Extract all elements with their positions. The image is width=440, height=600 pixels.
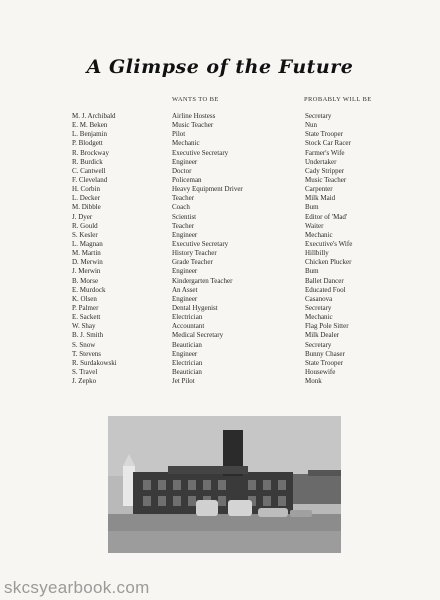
wants-to-be: Pilot [172,130,186,139]
wants-to-be: Scientist [172,212,197,221]
wants-to-be: An Asset [172,285,198,294]
probably-will-be: Music Teacher [305,175,347,184]
wants-to-be: Beautician [172,367,202,376]
wants-to-be: Beautician [172,340,202,349]
probably-will-be: Waiter [305,221,324,230]
list-item [0,286,440,295]
student-name: M. Dibble [72,203,101,212]
wants-to-be: Engineer [172,230,198,239]
probably-will-be: Secretary [305,340,332,349]
student-name: F. Cleveland [72,175,108,184]
list-item [0,139,440,148]
wants-to-be: Engineer [172,294,198,303]
list-item [0,149,440,158]
student-name: T. Stevens [72,349,102,358]
student-name: P. Palmer [72,303,99,312]
probably-will-be: Undertaker [305,157,337,166]
list-item [0,231,440,240]
wants-to-be: Executive Secretary [172,239,229,248]
wants-to-be: Airline Hostess [172,112,216,120]
list-item [0,258,440,267]
probably-will-be: Secretary [305,303,332,312]
wants-to-be: Music Teacher [172,121,214,130]
wants-to-be: Engineer [172,349,198,358]
wants-to-be: Accountant [172,322,205,331]
wants-to-be: Mechanic [172,139,200,148]
list-item [0,359,440,368]
probably-will-be: Secretary [305,112,332,120]
probably-will-be: Farmer's Wife [305,148,345,157]
list-item [0,240,440,249]
student-name: R. Burdick [72,157,103,166]
wants-to-be: Teacher [172,194,195,203]
student-name: M. Martin [72,249,101,258]
school-building-photo [108,416,341,553]
probably-will-be: Bum [305,267,319,276]
page-title: A Glimpse of the Future [86,56,354,78]
student-name: L. Benjamin [72,130,107,139]
list-item [0,267,440,276]
list-item [0,304,440,313]
list-item [0,176,440,185]
wants-to-be: Electrician [172,358,203,367]
student-name: B. J. Smith [72,331,104,340]
probably-will-be: Carpenter [305,185,333,194]
probably-will-be: State Trooper [305,358,343,367]
student-name: J. Dyer [72,212,93,221]
probably-will-be: Mechanic [305,313,333,322]
student-name: E. Murdock [72,285,106,294]
student-name: R. Gould [72,221,98,230]
student-name: J. Merwin [72,267,101,276]
student-name: W. Shay [72,322,96,331]
list-item [0,121,440,130]
list-item [0,203,440,212]
student-name: E. M. Beken [72,121,108,130]
probably-will-be: Hillbilly [305,249,329,258]
wants-to-be: Teacher [172,221,195,230]
probably-will-be: Nun [305,121,318,130]
wants-to-be: Engineer [172,157,198,166]
list-item [0,368,440,377]
wants-to-be: Grade Teacher [172,258,213,267]
probably-will-be: Bum [305,203,319,212]
probably-will-be: Chicken Plucker [305,258,352,267]
student-name: P. Blodgett [72,139,103,148]
wants-to-be: Engineer [172,267,198,276]
list-item [0,222,440,231]
wants-to-be: Jet Pilot [172,377,195,386]
list-item [0,112,440,121]
list-item [0,377,440,386]
probably-will-be: Educated Fool [305,285,346,294]
wants-to-be: Executive Secretary [172,148,229,157]
list-item [0,350,440,359]
probably-will-be: Stock Car Racer [305,139,351,148]
probably-will-be: Milk Dealer [305,331,340,340]
student-name: H. Corbin [72,185,100,194]
student-name: S. Travel [72,367,98,376]
probably-will-be: Housewife [305,367,336,376]
list-item [0,158,440,167]
student-name: S. Snow [72,340,96,349]
student-name: L. Magnan [72,239,103,248]
student-name: R. Surdakowski [72,358,117,367]
student-name: D. Merwin [72,258,103,267]
wants-to-be: Medical Secretary [172,331,224,340]
wants-to-be: Dental Hygenist [172,303,218,312]
watermark-url: skcsyearbook.com [4,578,150,597]
probably-will-be: Bunny Chaser [305,349,345,358]
student-name: M. J. Archibald [72,112,116,120]
header-probably-will-be: PROBABLY WILL BE [304,96,372,103]
probably-will-be: Flag Pole Sitter [305,322,349,331]
probably-will-be: Cady Stripper [305,166,345,175]
student-name: J. Zepko [72,377,97,386]
probably-will-be: Ballet Dancer [305,276,344,285]
probably-will-be: Mechanic [305,230,333,239]
wants-to-be: Coach [172,203,190,212]
list-item [0,322,440,331]
list-item [0,277,440,286]
wants-to-be: History Teacher [172,249,217,258]
student-name: R. Brockway [72,148,109,157]
list-item [0,249,440,258]
probably-will-be: Monk [305,377,322,386]
wants-to-be: Electrician [172,313,203,322]
student-name: C. Cantwell [72,166,106,175]
list-item [0,213,440,222]
probably-will-be: Editor of 'Mad' [305,212,348,221]
list-item [0,130,440,139]
probably-will-be: Milk Maid [305,194,336,203]
wants-to-be: Kindergarten Teacher [172,276,233,285]
list-item [0,331,440,340]
probably-will-be: Casanova [305,294,333,303]
student-name: E. Sackett [72,313,101,322]
wants-to-be: Doctor [172,166,192,175]
student-name: L. Decker [72,194,100,203]
probably-will-be: Executive's Wife [305,239,353,248]
list-item [0,295,440,304]
list-item [0,185,440,194]
prediction-list [0,112,440,386]
list-item [0,167,440,176]
list-item [0,313,440,322]
wants-to-be: Heavy Equipment Driver [172,185,243,194]
student-name: K. Olsen [72,294,97,303]
student-name: B. Morse [72,276,99,285]
list-item [0,194,440,203]
probably-will-be: State Trooper [305,130,343,139]
header-wants-to-be: WANTS TO BE [172,96,219,103]
wants-to-be: Policeman [172,175,202,184]
student-name: S. Kesler [72,230,98,239]
list-item [0,341,440,350]
